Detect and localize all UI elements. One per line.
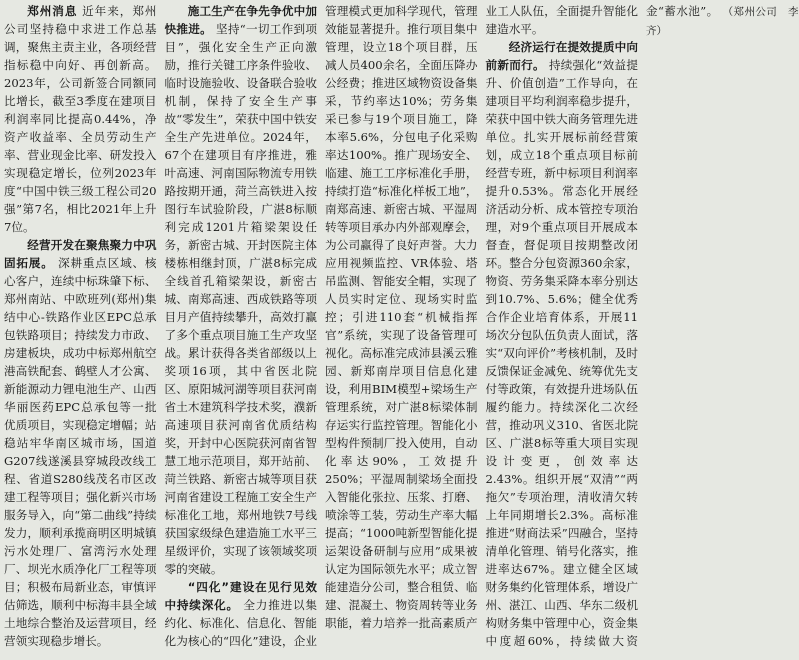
section-subhead: “四化”建设在见行见效中持续深化。 xyxy=(164,580,317,612)
paragraph-text: 持续强化“效益提升、价值创造”工作导向，在建项目平均利润率稳步提升，荣获中国中铁大商务管理先进单位。扎实开展标前经营策划，成立18个重点项目标前经营专班，新中标项目利润率提升0.53%。常态化开展经济活动分析、成本管控专项治理，对9个重点项目开展成本督查，督促项目按期整改闭环。整合分包资源360余家，物资、劳务集采降本率分别达到10.7%、5.6%；健全优秀合作企业培育体系，开展11场次分包队伍负责人面试，落实“双向评价”考核机制，及时反馈保证金减免、统筹优先支付等政策，有效提升进场队伍履约能力。持续深化二次经营，推动巩义310、省医北院区、广湛8标等重大项目实现设计变更，创效率达2.43%。组织开展“双清”“两拖欠”专项治理，清收清欠转上年同期增长2.3%。高标准推进“财商法采”四融合，坚持清单化管理、销号化落实，推进率达67%。建立健全区域财务集约化管理体系，增设广州、湛江、山西、华东二级机构财务集中管理中心，资金集中度超60%，持续做大资金“蓄水池”。 xyxy=(485,4,719,648)
section-subhead: 经营开发在聚焦聚力中巩固拓展。 xyxy=(4,238,157,270)
section-subhead: 经济运行在提效提质中向前新而行。 xyxy=(485,40,638,72)
section-subhead: 施工生产在争先争优中加快推进。 xyxy=(164,4,317,36)
article-columns xyxy=(4,2,799,656)
article-paragraph xyxy=(4,2,157,236)
paragraph-text: 坚持“一切工作到项目”，强化安全生产正向激励，推行关键工序条件验收、临时设施验收、设备联合验收机制，保持了安全生产事故“零发生”，荣获中国中铁安全生产先进单位。2024年，67个在建项目有序推进，雅叶高速、河南国际物流专用铁路按期开通，菏兰高铁进入按图行车试验阶段，广湛8标顺利完成1201片箱梁架设任务，新密古城、开封医院主体楼栋相继封顶，广湛8标完成全线首孔箱梁架设，新密古城、南郑高速、西成铁路等项目月产值持续攀升，高效打赢了多个重点项目施工生产攻坚战。累计获得各类省部级以上奖项16项，其中省医北院区、原阳城河湖等项目获河南省土木建筑科学技术奖，濮新高速项目获河南省优质结构奖，开封中心医院获河南省智慧工地示范项目，郑开站前、菏兰铁路、新密古城等项目获河南省建设工程施工安全生产标准化工地，郑州地铁7号线获国家级绿色建造施工水平三星级评价，实现了该领域奖项零的突破。 xyxy=(164,22,317,576)
paragraph-text: 近年来，郑州公司坚持稳中求进工作总基调，聚焦主责主业，各项经营指标稳中向好、再创新高。2023年，公司新签合同额同比增长，截至3季度在建项目利润率同比提高0.44%，净资产收益率、全员劳动生产率、营业现金比率、研发投入实现稳定增长，位列2023年度“中国中铁三级工程公司20强”第7名，相比2021年上升7位。 xyxy=(4,4,157,234)
author-byline: （郑州公司 李齐） xyxy=(646,6,799,37)
article-paragraph xyxy=(4,236,157,650)
paragraph-text: 深耕重点区域、核心客户，连续中标珠肇下标、郑州南站、中欧班列(郑州)集结中心-铁路作业区EPC总承包铁路项目；持续发力市政、房建板块，成功中标郑州航空港高铁配套、鹤壁人才公寓、新能源动力锂电池生产、山西华丽医药EPC总承包等一批优质项目，实现稳定增幅；站稳站牢华南区城市场，国道G207线遂溪县穿城段改线工程、省道S280线茂名市区改建工程等项目；强化新兴市场服务导入，向“第二曲线”持续发力，顺利承揽商明区明城镇污水处理厂、富湾污水处理厂、坝光水质净化厂工程等项目；积极布局新业态，审慎评估筛选，顺利中标海丰县全域土地综合整治及运营项目，经营领实现稳步增长。 xyxy=(4,256,157,648)
paragraph-text: 全力推进以集约化、标准化、信息化、智能化为核心的“四化”建设，企业管理模式更加科学现代，管理效能显著提升。推行项目集中管理，设立18个项目群，压减人员400余名，全面压降办公经费；推进区域物资设备集采，节约率达10%；劳务集采已参与19个项目施工，降本率5.6%，分包电子化采购率达100%。推广现场安全、临建、施工工序标准化手册，持续打造“标准化样板工地”，南郑高速、新密古城、平湿周转等项目承办内外部观摩会，为公司赢得了良好声誉。大力应用视频监控、VR体验、塔吊监测、智能安全帽，实现了人员实时定位、现场实时监控；引进110套“机械指挥官”系统，实现了设备管理可视化。高标准完成沛县溪云雅园、新郑南岸项目信息化建设，利用BIM模型+梁场生产管理系统，对广湛8标梁体制存运实行监控管理。智能化小型构件预制厂投入使用，自动化率达90%，工效提升250%；平湿周制梁场全面投入智能化张拉、压浆、打磨、喷涂等工装，劳动生产率大幅提高；“1000吨新型智能化提运架设备研制与应用”成果被认定为国际领先水平；成立智能建造分公司，整合租赁、临建、混凝土、物资周转等业务职能，着力培养一批高素质产业工人队伍，全面提升智能化建造水平。 xyxy=(164,4,638,648)
article-paragraph xyxy=(486,2,799,656)
article-paragraph xyxy=(165,2,318,578)
dateline: 郑州消息 xyxy=(27,4,78,18)
